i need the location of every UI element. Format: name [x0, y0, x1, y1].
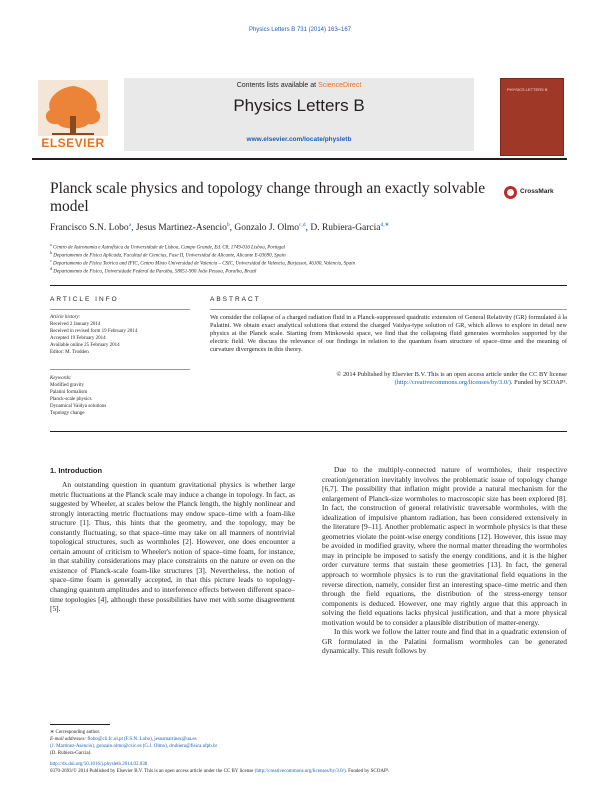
- author-name[interactable]: Jesus Martinez-Asencio: [135, 223, 227, 234]
- keywords: [50, 375, 190, 417]
- affiliation: $^a$ Centro de Astronomia e Astrofísica da Universidade de Lisboa, Campo Grande, Ed. C8, 1749-016 Lisboa, Portugal: [50, 242, 286, 251]
- funding-note: . Funded by SCOAP³.: [345, 769, 390, 774]
- affiliation: $^d$ Departamento de Física, Universidade Federal da Paraíba, 58051-900 João Pessoa, Paraíba, Brazil: [50, 266, 257, 275]
- keyword-item: Modified gravity: [50, 383, 85, 388]
- journal-cover-thumbnail: [500, 78, 564, 156]
- section-heading: 1. Introduction: [50, 466, 103, 475]
- license-link[interactable]: (http://creativecommons.org/licenses/by/3.0/): [254, 769, 346, 774]
- abstract-copyright: © 2014 Published by Elsevier B.V. This is an open access article under the CC BY license: [336, 371, 567, 378]
- history-item: Editor: M. Trodden: [50, 350, 89, 355]
- footnote: [50, 729, 295, 757]
- email-links-end: (D. Rubiera-Garcia).: [50, 751, 92, 756]
- article-info-heading: ARTICLE INFO: [50, 296, 119, 303]
- crossmark-icon: [504, 186, 517, 199]
- cover-label: PHYSICS LETTERS B: [507, 87, 548, 92]
- history-item: Available online 25 February 2014: [50, 343, 120, 348]
- body-column-left: [50, 480, 295, 614]
- keyword-item: Dynamical Vaidya solutions: [50, 404, 107, 409]
- keyword-item: Palatini formalism: [50, 390, 88, 395]
- funding-note: . Funded by SCOAP³.: [510, 379, 567, 386]
- history-label: Article history:: [50, 315, 81, 320]
- article-history: [50, 314, 190, 356]
- contents-prefix: Contents lists available at: [236, 82, 317, 89]
- header-rule: [32, 158, 567, 160]
- abstract-license: [210, 379, 567, 387]
- contents-line: [124, 82, 474, 89]
- journal-url-link[interactable]: www.elsevier.com/locate/physletb: [246, 136, 352, 143]
- footnote-label: Corresponding author.: [55, 730, 101, 735]
- article-footer: [50, 761, 570, 775]
- history-item: Received 2 January 2014: [50, 322, 101, 327]
- section-rule: [50, 285, 567, 286]
- footnote-marker: ∗: [50, 730, 55, 735]
- sciencedirect-link[interactable]: ScienceDirect: [318, 82, 362, 89]
- body-paragraph: Due to the multiply-connected nature of wormholes, their respective creation/generation inevitably involves the problematic issue of topology change [6,7]. The possibility that inflation might provide a natural mechanism for the enlargement of Planck-size wormholes to macroscopic size has been explored [8]. In fact, the construction of general relativistic traversable wormholes, with the idealization of impulsive phantom radiation, has been considered extensively in the literature [9–11]. Another problematic aspect in wormhole physics is that these geometries violate the point-wise energy conditions [12]. However, this issue may be avoided in modified gravity, where the normal matter threading the wormholes may in principle be imposed to satisfy the energy conditions, and it is the higher order curvature terms that sustain these geometries [13]. In fact, the general approach to wormhole physics is to run the gravitational field equations in the reverse direction, namely, consider first an interesting space–time metric and then through the field equations, the distribution of the stress-energy tensor components is deduced. However, one may rightly argue that this approach in solving the field equations lacks physical justification, and that a more physical motivation would be to consider a plausible distribution of matter-energy.: [322, 465, 567, 627]
- keyword-item: Planck-scale physics: [50, 397, 92, 402]
- keywords-label: Keywords:: [50, 376, 72, 381]
- footnote-rule: [50, 724, 110, 725]
- keyword-item: Topology change: [50, 411, 85, 416]
- email-links[interactable]: (J. Martinez-Asencio), gonzalo.olmo@csic.es (G.J. Olmo), drubiera@fisica.ufpb.br: [50, 744, 218, 749]
- license-link[interactable]: (http://creativecommons.org/licenses/by/3.0/): [394, 379, 511, 386]
- abstract-rule: [210, 309, 567, 310]
- email-links[interactable]: flobo@cii.fc.ul.pt (F.S.N. Lobo), jesusmartinez@ua.es: [87, 737, 197, 742]
- body-column-right: [322, 465, 567, 656]
- history-item: Received in revised form 19 February 2014: [50, 329, 138, 334]
- author-name[interactable]: D. Rubiera-Garcia: [310, 223, 381, 234]
- section-rule: [50, 431, 567, 432]
- author-affiliation-mark[interactable]: d,∗: [380, 222, 390, 228]
- info-rule: [50, 309, 190, 310]
- history-item: Accepted 19 February 2014: [50, 336, 106, 341]
- doi-link[interactable]: http://dx.doi.org/10.1016/j.physletb.2014.02.038: [50, 762, 148, 767]
- journal-reference[interactable]: Physics Letters B 731 (2014) 163–167: [248, 27, 352, 33]
- crossmark-label: CrossMark: [520, 188, 554, 195]
- abstract-text: We consider the collapse of a charged radiation fluid in a Planck-suppressed quadratic extension of General Relativity (GR) formulated à la Palatini. We obtain exact analytical solutions that extend the charged Vaidya-type solution of GR, which allows to explore in detail new physics at the Planck scale. Starting from Minkowski space, we find that the collapsing fluid generates wormholes supported by the electric field. We discuss the relevance of our findings in relation to the quantum foam structure of space–time and the meaning of curvature divergences in this theory.: [210, 314, 567, 354]
- info-rule: [50, 369, 190, 370]
- body-paragraph: An outstanding question in quantum gravitational physics is whether large metric fluctuations at the Planck scale may induce a change in topology. In fact, as suggested by Wheeler, at scales below the Planck length, the highly nonlinear and strongly interacting metric fluctuations may endow space–time with a foam-like structure [1]. Thus, this hints that the geometry, and the topology, may be constantly fluctuating, so that space–time may take on all manners of nontrivial topological structures, such as wormholes [2]. However, one does encounter a certain amount of criticism to Wheeler's notion of space–time foam, for instance, in that stability considerations may place constraints on the nature or even on the existence of Planck-scale foam-like structures [3]. Nevertheless, the notion of space–time foam is generally accepted, in that this picture leads to topology-changing quantum amplitudes and to interference effects between different space–time topologies [4], although these possibilities have met with some disagreement [5].: [50, 480, 295, 614]
- publisher-logo-text: ELSEVIER: [41, 136, 105, 150]
- article-title: Planck scale physics and topology change through an exactly solvable model: [50, 180, 486, 215]
- affiliation: $^c$ Departamento de Física Teórica and IFIC, Centro Mixto Universidad de Valencia – CSIC, Universidad de Valencia, Burjassot, 46100, Valencia, Spain: [50, 258, 355, 267]
- email-label: E-mail addresses:: [50, 737, 87, 742]
- author-affiliation-mark[interactable]: a: [128, 222, 132, 228]
- body-paragraph: In this work we follow the latter route and find that in a quadratic extension of GR formulated in the Palatini formalism wormholes can be generated dynamically. This result follows by: [322, 627, 567, 656]
- author-name[interactable]: Gonzalo J. Olmo: [234, 223, 300, 234]
- author-list: Francisco S.N. Lobo$^a$, Jesus Martinez-Asencio$^b$, Gonzalo J. Olmo$^{c,d}$, D. Rubiera-Garcia$^{d,∗}$: [50, 222, 390, 234]
- author-affiliation-mark[interactable]: c,d: [299, 222, 306, 228]
- crossmark-badge[interactable]: [504, 186, 564, 200]
- author-affiliation-mark[interactable]: b: [226, 222, 230, 228]
- journal-title: Physics Letters B: [233, 96, 365, 115]
- abstract-heading: ABSTRACT: [210, 296, 261, 303]
- affiliation: $^b$ Departamento de Física Aplicada, Facultad de Ciencias, Fase II, Universidad de Alicante, Alicante E-03690, Spain: [50, 250, 286, 259]
- license-statement: 0370-2693/© 2014 Published by Elsevier B.V. This is an open access article under the CC BY license: [50, 769, 254, 774]
- author-name[interactable]: Francisco S.N. Lobo: [50, 223, 129, 234]
